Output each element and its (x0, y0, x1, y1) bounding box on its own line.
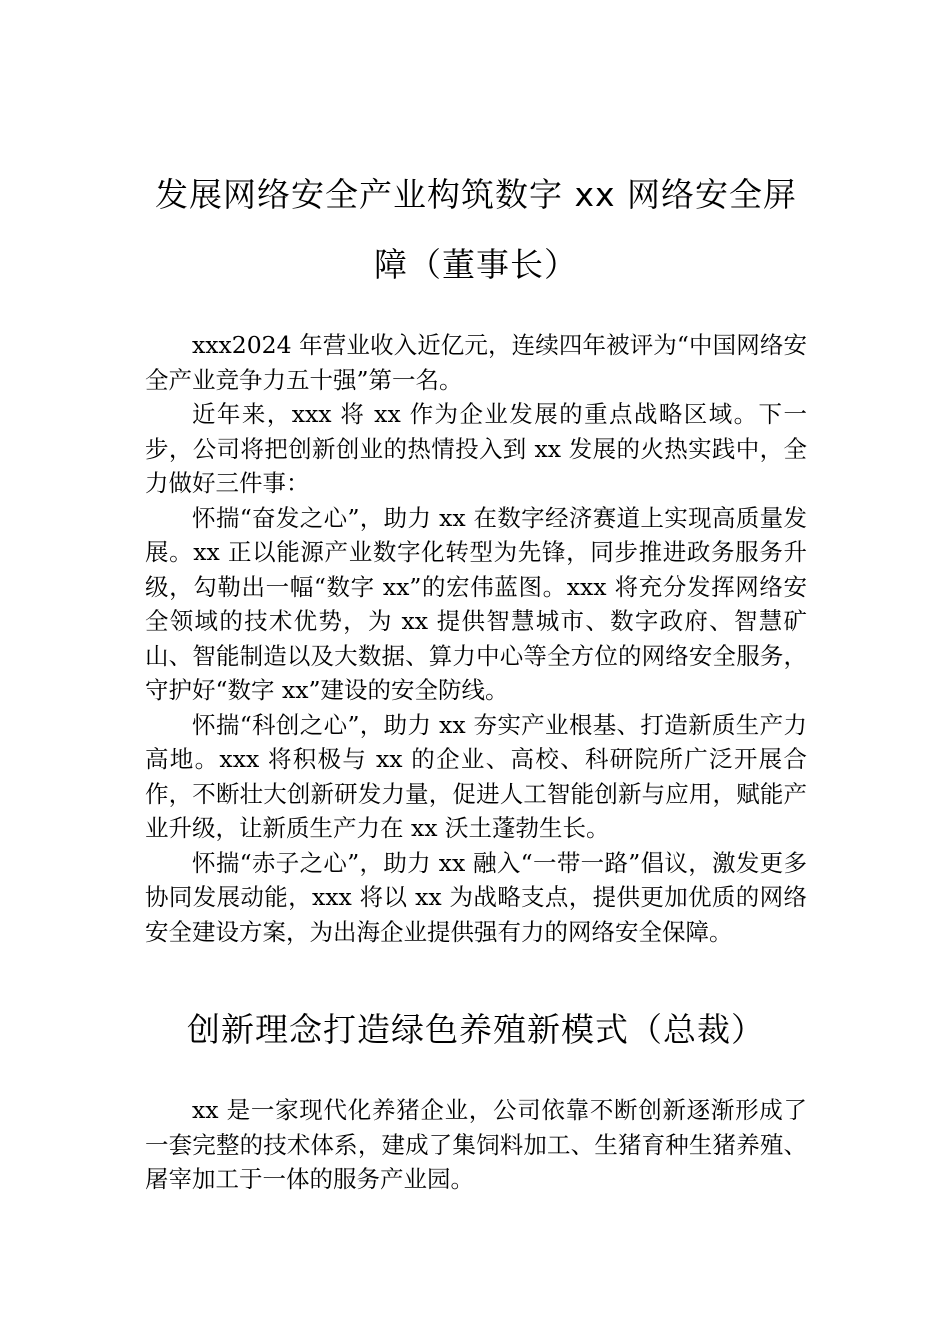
document-content (145, 160, 807, 1197)
paragraph: 怀揣“赤子之心”，助力 xx 融入“一带一路”倡议，激发更多协同发展动能，xxx 将以 xx 为战略支点，提供更加优质的网络安全建设方案，为出海企业提供强有力的网络安全保障。 (145, 848, 807, 946)
paragraph: xx 是一家现代化养猪企业，公司依靠不断创新逐渐形成了一套完整的技术体系，建成了集饲料加工、生猪育种生猪养殖、屠宰加工于一体的服务产业园。 (145, 1096, 807, 1193)
paragraph: xxx2024 年营业收入近亿元，连续四年被评为“中国网络安全产业竞争力五十强”第一名。 (145, 331, 807, 394)
section-1-title: 发展网络安全产业构筑数字 xx 网络安全屏障（董事长） (154, 175, 798, 284)
paragraph: 怀揣“科创之心”，助力 xx 夯实产业根基、打造新质生产力高地。xxx 将积极与 xx 的企业、高校、科研院所广泛开展合作，不断壮大创新研发力量，促进人工智能创新与应用，赋能产业升级，让新质生产力在 xx 沃土蓬勃生长。 (145, 710, 807, 842)
section-2-title: 创新理念打造绿色养殖新模式（总裁） (187, 1010, 765, 1049)
paragraph: 怀揣“奋发之心”，助力 xx 在数字经济赛道上实现高质量发展。xx 正以能源产业数字化转型为先锋，同步推进政务服务升级，勾勒出一幅“数字 xx”的宏伟蓝图。xxx 将充分发挥网络安全领域的技术优势，为 xx 提供智慧城市、数字政府、智慧矿山、智能制造以及大数据、算力中心等全方位的网络安全服务，守护好“数字 xx”建设的安全防线。 (145, 503, 807, 704)
paragraph: 近年来，xxx 将 xx 作为企业发展的重点战略区域。下一步，公司将把创新创业的热情投入到 xx 发展的火热实践中，全力做好三件事： (145, 400, 807, 497)
section-1 (145, 160, 807, 949)
section-2 (145, 995, 807, 1197)
section-1-body (145, 328, 807, 949)
section-2-body (145, 1093, 807, 1197)
